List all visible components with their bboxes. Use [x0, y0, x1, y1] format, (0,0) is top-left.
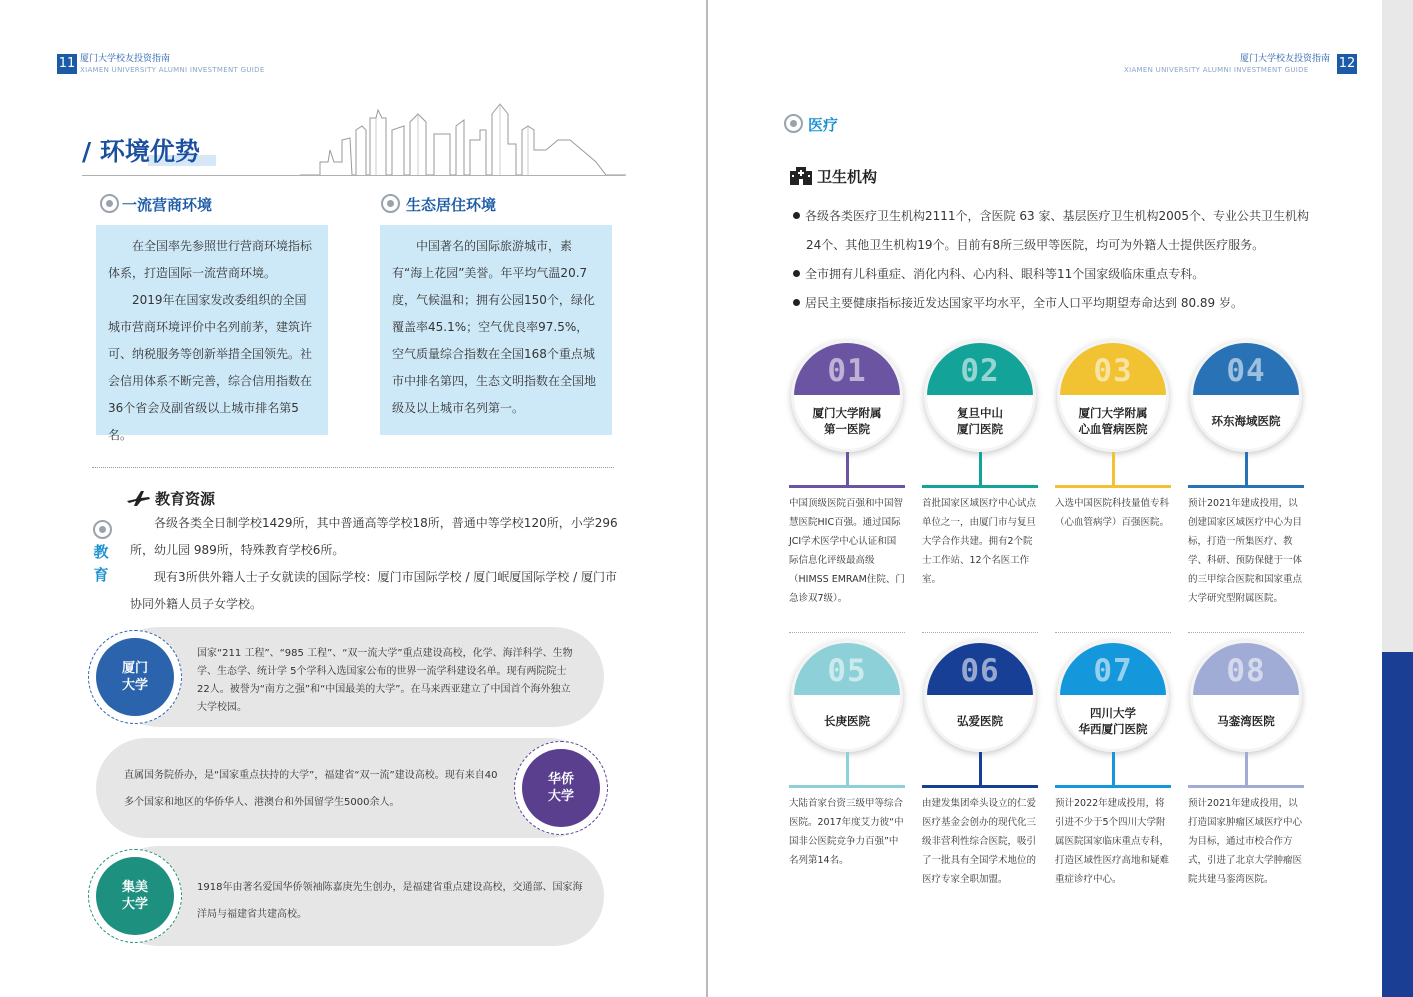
hospital-description: 大陆首家台资三级甲等综合医院。2017年度艾力彼“中国非公医院竞争力百强”中名列第14名。 [789, 798, 904, 866]
university-badge: 厦门 大学 [96, 638, 174, 716]
medical-bullet-list [793, 202, 1313, 318]
bullet-item [793, 289, 1313, 318]
title-underline [82, 175, 625, 176]
hospital-number: 04 [1226, 353, 1266, 389]
hospital-connector [1112, 752, 1115, 786]
education-text [130, 510, 620, 618]
health-institutions-title: 卫生机构 [817, 168, 878, 186]
section-divider [92, 467, 614, 468]
university-description: 国家“211 工程”、“985 工程”、“双一流大学”重点建设高校，化学、海洋科学、生物学、生态学、统计学 5个学科入选国家公布的世界一流学科建设名单。现有两院院士22人。被誉为“南方之强”和“中国最美的大学”。在马来西亚建立了中国首个海外独立大学校园。 [197, 648, 573, 713]
hospital-description: 由建发集团牵头设立的仁爱医疗基金会创办的现代化三级非营利性综合医院，吸引了一批具有全国学术地位的医疗专家全职加盟。 [922, 798, 1037, 885]
ecology-paragraph: 中国著名的国际旅游城市，素有“海上花园”美誉。年平均气温20.7度，气候温和；拥有公园150个，绿化覆盖率45.1%；空气优良率97.5%，空气质量综合指数在全国168个重点城市中排名第四，生态文明指数在全国地级及以上城市名列第一。 [392, 239, 597, 415]
hospital-divider [1188, 785, 1304, 788]
hospital-divider [922, 485, 1038, 488]
business-title: 一流营商环境 [122, 196, 213, 214]
hospital-divider [789, 485, 905, 488]
hospital-number: 05 [827, 653, 867, 689]
row-divider [1055, 632, 1171, 633]
hospital-divider [1055, 485, 1171, 488]
section-badge-icon [381, 194, 400, 213]
hospital-name: 复旦中山 厦门医院 [957, 406, 1003, 436]
hospital-number: 08 [1226, 653, 1266, 689]
airplane-icon [126, 489, 151, 507]
ecology-title: 生态居住环境 [406, 196, 497, 214]
hospital-connector [1245, 452, 1248, 486]
hospital-description: 入选中国医院科技量值专科（心血管病学）百强医院。 [1055, 498, 1170, 528]
hospital-card [789, 640, 905, 940]
education-title: 教育资源 [155, 490, 216, 508]
hospital-circle [791, 640, 903, 752]
row-divider [922, 632, 1038, 633]
bullet-text: 居民主要健康指标接近发达国家平均水平，全市人口平均期望寿命达到 80.89 岁。 [805, 296, 1243, 310]
hospital-name: 厦门大学附属 心血管病医院 [1078, 406, 1148, 436]
hospital-card [1188, 640, 1304, 940]
university-description: 直属国务院侨办，是“国家重点扶持的大学”，福建省“双一流”建设高校。现有来自40多个国家和地区的华侨华人、港澳台和外国留学生5000余人。 [124, 770, 498, 808]
university-description: 1918年由著名爱国华侨领袖陈嘉庚先生创办，是福建省重点建设高校，交通部、国家海洋局与福建省共建高校。 [197, 882, 583, 920]
education-paragraph: 各级各类全日制学校1429所，其中普通高等学校18所，普通中等学校120所，小学296所，幼儿园 989所，特殊教育学校6所。 [130, 516, 618, 557]
education-paragraph: 现有3所供外籍人士子女就读的国际学校：厦门市国际学校 / 厦门岷厦国际学校 / 厦门市协同外籍人员子女学校。 [130, 570, 617, 611]
business-box [96, 225, 328, 442]
city-skyline-illustration [300, 100, 626, 178]
hospital-description: 中国顶级医院百强和中国智慧医院HIC百强。通过国际JCI学术医学中心认证和国际信息化评级最高级（HIMSS EMRAM住院、门急诊双7级）。 [789, 498, 905, 604]
hospital-name: 弘爱医院 [957, 714, 1003, 728]
hospital-card [922, 640, 1038, 940]
bullet-dot [793, 212, 800, 219]
university-badge: 集美 大学 [96, 857, 174, 935]
hospital-circle [924, 640, 1036, 752]
medical-title: 医疗 [808, 116, 839, 134]
university-badge: 华侨 大学 [522, 749, 600, 827]
hospital-connector [1112, 452, 1115, 486]
row-divider [789, 632, 905, 633]
hospital-card [922, 340, 1038, 640]
hospital-description: 预计2021年建成投用，以打造国家肿瘤区域医疗中心为目标，通过市校合作方式，引进了北京大学肿瘤医院共建马銮湾医院。 [1188, 798, 1303, 885]
hospital-number: 06 [960, 653, 1000, 689]
ecology-box [380, 225, 612, 435]
hospital-number: 03 [1093, 353, 1133, 389]
hospital-circle [924, 340, 1036, 452]
education-vertical-label: 教育 [93, 543, 109, 584]
section-badge-icon [93, 520, 112, 539]
hospital-divider [789, 785, 905, 788]
header-title-right: 厦门大学校友投资指南 [1240, 54, 1331, 64]
page-number-right: 12 [1337, 54, 1357, 74]
page-number-left: 11 [57, 54, 77, 74]
hospital-divider [922, 785, 1038, 788]
hospital-circle [1190, 340, 1302, 452]
bullet-dot [793, 299, 800, 306]
hospital-circle [1057, 340, 1169, 452]
hospital-divider [1055, 785, 1171, 788]
bullet-item [793, 260, 1313, 289]
hospital-divider [1188, 485, 1304, 488]
hospital-name: 四川大学 华西厦门医院 [1078, 706, 1148, 736]
side-strip-accent [1382, 652, 1413, 997]
hospital-circle [1190, 640, 1302, 752]
hospital-name: 厦门大学附属 第一医院 [812, 406, 882, 436]
business-paragraph: 在全国率先参照世行营商环境指标体系，打造国际一流营商环境。 [108, 239, 313, 280]
hospital-name: 马銮湾医院 [1217, 714, 1275, 728]
business-paragraph: 2019年在国家发改委组织的全国城市营商环境评价中名列前茅，建筑许可、纳税服务等创新举措全国领先。社会信用体系不断完善，综合信用指数在36个省会及副省级以上城市排名第5名。 [108, 293, 313, 442]
row-divider [1188, 632, 1304, 633]
hospital-number: 02 [960, 353, 1000, 389]
hospital-description: 预计2022年建成投用，将引进不少于5个四川大学附属医院国家临床重点专科，打造区域性医疗高地和疑难重症诊疗中心。 [1055, 798, 1170, 885]
hospital-circle [791, 340, 903, 452]
bullet-dot [793, 270, 800, 277]
bullet-text: 各级各类医疗卫生机构2111个，含医院 63 家、基层医疗卫生机构2005个、专业公共卫生机构24个、其他卫生机构19个。目前有8所三级甲等医院，均可为外籍人士提供医疗服务。 [805, 209, 1309, 252]
hospital-name: 环东海域医院 [1211, 414, 1281, 428]
hospital-card [1055, 640, 1171, 940]
header-subtitle-right: XIAMEN UNIVERSITY ALUMNI INVESTMENT GUIDE [1124, 66, 1309, 74]
header-subtitle-left: XIAMEN UNIVERSITY ALUMNI INVESTMENT GUIDE [80, 66, 265, 74]
section-badge-icon [784, 114, 803, 133]
left-page [0, 0, 706, 997]
section-badge-icon [100, 194, 119, 213]
page-title: / 环境优势 [82, 137, 200, 166]
hospital-number: 01 [827, 353, 867, 389]
hospital-description: 首批国家区域医疗中心试点单位之一，由厦门市与复旦大学合作共建。拥有2个院士工作站、12个名医工作室。 [922, 498, 1037, 585]
hospital-description: 预计2021年建成投用，以创建国家区域医疗中心为目标，打造一所集医疗、教学、科研、预防保健于一体的三甲综合医院和国家重点大学研究型附属医院。 [1188, 498, 1303, 604]
hospital-connector [846, 452, 849, 486]
hospital-card [789, 340, 905, 640]
hospital-building-icon [790, 167, 812, 185]
hospital-card [1055, 340, 1171, 640]
bullet-text: 全市拥有儿科重症、消化内科、心内科、眼科等11个国家级临床重点专科。 [805, 267, 1205, 281]
hospital-card [1188, 340, 1304, 640]
hospital-connector [1245, 752, 1248, 786]
header-title-left: 厦门大学校友投资指南 [80, 54, 171, 64]
hospital-circle [1057, 640, 1169, 752]
hospital-name: 长庚医院 [824, 714, 870, 728]
hospital-connector [979, 452, 982, 486]
hospital-connector [846, 752, 849, 786]
hospital-connector [979, 752, 982, 786]
hospital-number: 07 [1093, 653, 1133, 689]
bullet-item [793, 202, 1313, 260]
